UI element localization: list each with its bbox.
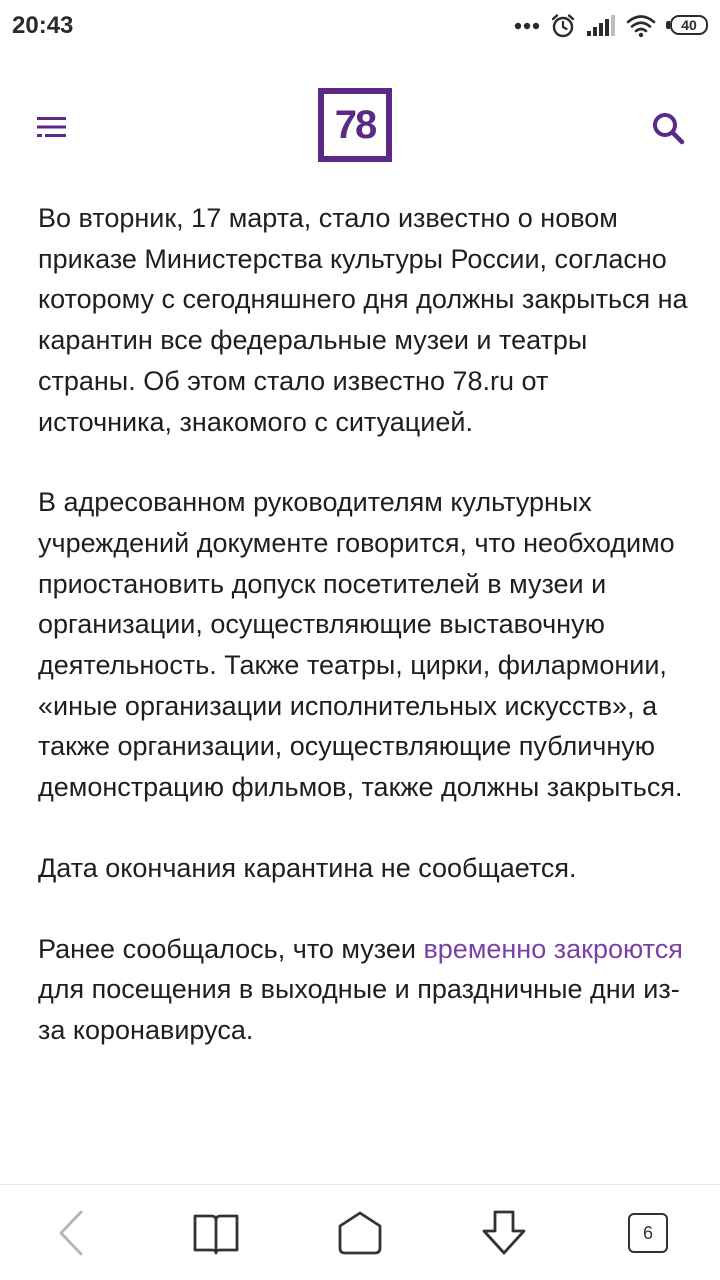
status-bar <box>0 0 720 52</box>
site-logo[interactable]: 78 <box>318 88 392 162</box>
article-paragraph-3: Дата окончания карантина не сообщается. <box>38 852 577 883</box>
bookmarks-button[interactable] <box>186 1207 246 1259</box>
tabs-button[interactable] <box>618 1207 678 1259</box>
article-paragraph-4 <box>38 929 688 1051</box>
tabs-count: 6 <box>642 1222 653 1243</box>
home-icon <box>336 1210 384 1256</box>
article-paragraph-4-text-start: Ранее сообщалось, что музеи <box>38 933 424 964</box>
search-button[interactable] <box>650 110 686 146</box>
download-icon <box>479 1209 529 1257</box>
alarm-icon <box>550 13 576 39</box>
back-button[interactable] <box>41 1207 101 1259</box>
museums-closure-link[interactable]: временно закроются <box>423 933 683 964</box>
article-body <box>38 198 688 1091</box>
search-icon <box>650 110 686 146</box>
app-header <box>0 52 720 192</box>
battery-level: 40 <box>670 15 708 35</box>
browser-bottom-nav <box>0 1184 720 1280</box>
back-icon <box>57 1210 85 1256</box>
tabs-icon <box>628 1213 668 1253</box>
status-icons <box>514 10 710 42</box>
status-time: 20:43 <box>12 12 74 39</box>
signal-icon <box>586 14 616 38</box>
menu-icon <box>36 114 68 140</box>
more-dots-icon <box>514 22 540 30</box>
menu-button[interactable] <box>36 114 68 140</box>
wifi-icon <box>626 14 656 38</box>
bookmarks-icon <box>192 1211 240 1255</box>
battery-icon <box>666 15 710 37</box>
article-paragraph-4-text-end: для посещения в выходные и праздничные дни из-за коронавируса. <box>38 974 680 1045</box>
home-button[interactable] <box>330 1207 390 1259</box>
article-paragraph-2: В адресованном руководителям культурных учреждений документе говорится, что необходимо приостановить допуск посетителей в музеи и организации, осуществляющие выставочную деятельность. Также театры, цирки, филармонии, «иные организации исполнительных искусств», а также организации, осуществляющие публичную демонстрацию фильмов, также должны закрыться. <box>38 487 683 803</box>
download-button[interactable] <box>474 1207 534 1259</box>
article-paragraph-1: Во вторник, 17 марта, стало известно о новом приказе Министерства культуры России, согласно которому с сегодняшнего дня должны закрыться на карантин все федеральные музеи и театры страны. Об этом стало известно 78.ru от источника, знакомого с ситуацией. <box>38 203 688 437</box>
